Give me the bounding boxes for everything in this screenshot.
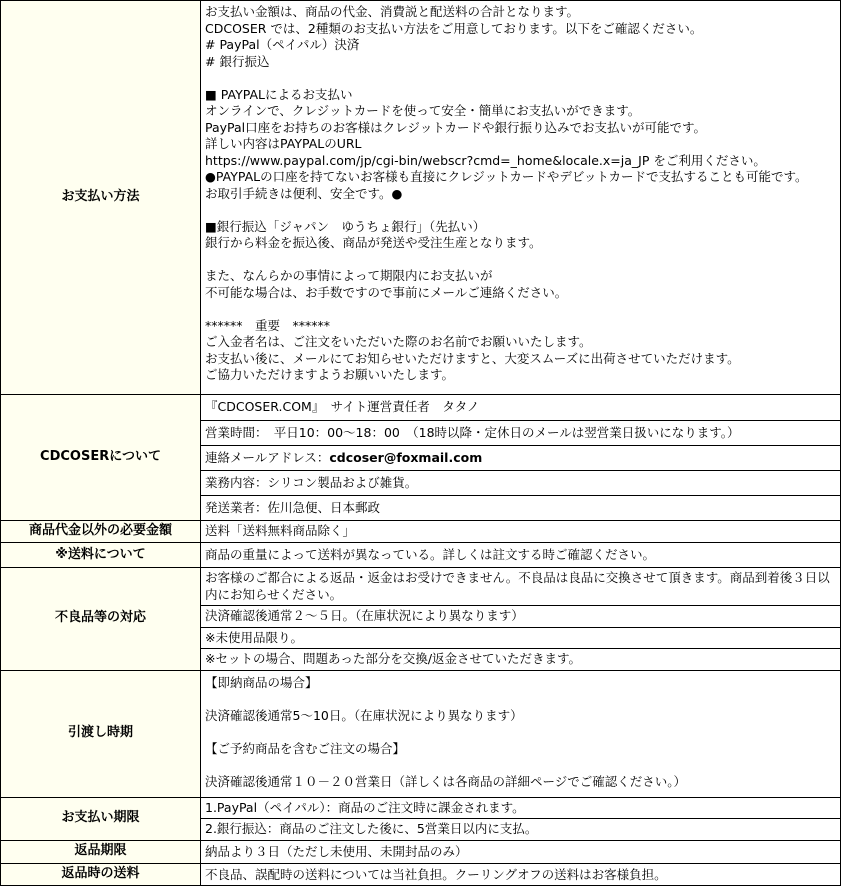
text-line: 決済確認後通常5～10日。（在庫状況により異なります） xyxy=(205,707,523,723)
table-row-return-deadline xyxy=(1,840,841,863)
content-block xyxy=(201,395,840,420)
text-line xyxy=(205,724,836,741)
content-block xyxy=(201,543,840,567)
row-label-extra-fees: 商品代金以外の必要金額 xyxy=(1,521,201,543)
url-text-line: https://www.paypal.com/jp/cgi-bin/webscr?cmd=_home&locale.x=ja_JP をご利用ください。 xyxy=(205,152,766,168)
text-line: CDCOSER では、2種類のお支払い方法をご用意しております。以下をご確認ください。 xyxy=(205,20,703,36)
text-line: 2.銀行振込：商品のご注文した後に、5営業日以内に支払。 xyxy=(205,821,538,836)
text-part: 連絡メールアドレス： xyxy=(205,450,330,465)
table-row-defective-items xyxy=(1,568,841,671)
row-content-extra-fees xyxy=(201,521,841,543)
text-line: 発送業者：佐川急便、日本郵政 xyxy=(205,500,381,515)
text-line: ご協力いただけますようお願いいたします。 xyxy=(205,367,455,382)
table-row-shipping-note xyxy=(1,543,841,568)
content-block xyxy=(201,627,840,649)
table-row-delivery-time xyxy=(1,670,841,797)
row-label-payment-deadline: お支払い期限 xyxy=(1,797,201,840)
row-label-shipping-note: ※送料について xyxy=(1,543,201,568)
text-line xyxy=(205,202,836,219)
text-line: # PayPal（ペイパル）決済 xyxy=(205,37,360,52)
text-line: 決済確認後通常１０－２０営業日（詳しくは各商品の詳細ページでご確認ください。） xyxy=(205,773,687,789)
text-line: 『CDCOSER.COM』 サイト運営責任者 タタノ xyxy=(205,399,480,414)
text-line: 納品より３日（ただし未使用、未開封品のみ） xyxy=(205,843,468,859)
text-line: 決済確認後通常２～５日。（在庫状況により異なります） xyxy=(205,608,524,623)
text-line: オンラインで、クレジットカードを使って安全・簡単にお支払いができます。 xyxy=(205,103,641,118)
row-label-return-shipping: 返品時の送料 xyxy=(1,863,201,886)
text-line xyxy=(205,450,836,467)
text-line: ●PAYPALの口座を持てないお客様も直接にクレジットカードやデビットカードで支払することも可能です。 xyxy=(205,169,808,184)
content-block xyxy=(201,798,840,819)
row-content-shipping-note xyxy=(201,543,841,568)
text-line: 送料「送料無料商品除く」 xyxy=(205,523,356,538)
text-line: 【ご予約商品を含むご注文の場合】 xyxy=(205,740,406,756)
text-line: ※セットの場合、問題あった部分を交換/返金させていただきます。 xyxy=(205,651,582,666)
text-line xyxy=(205,301,836,318)
row-content-return-deadline xyxy=(201,840,841,863)
row-content-return-shipping xyxy=(201,863,841,886)
text-line: 商品の重量によって送料が異なっている。詳しくは註文する時ご確認ください。 xyxy=(205,547,656,562)
text-line xyxy=(205,691,836,708)
content-block xyxy=(201,841,840,863)
content-block xyxy=(201,470,840,495)
text-line: ■銀行振込「ジャパン ゆうちょ銀行」（先払い） xyxy=(205,218,486,234)
content-block xyxy=(201,445,840,470)
text-line: 1.PayPal（ペイパル）：商品のご注文時に課金されます。 xyxy=(205,799,525,815)
text-line: お支払い後に、メールにてお知らせいただけますと、大変スムーズに出荷させていただけます。 xyxy=(205,350,740,366)
content-block xyxy=(201,605,840,627)
content-block xyxy=(201,495,840,520)
text-line: 営業時間： 平日10：00～18：00 （18時以降・定休日のメールは翌営業日扱いになります。） xyxy=(205,425,740,440)
text-line: 業務内容：シリコン製品および雑貨。 xyxy=(205,475,418,490)
table-row-return-shipping xyxy=(1,863,841,886)
row-content-about-cdcoser xyxy=(201,395,841,521)
text-line: ****** 重要 ****** xyxy=(205,317,331,333)
content-block xyxy=(201,648,840,670)
text-line: お支払い金額は、商品の代金、消費説と配送料の合計となります。 xyxy=(205,4,580,19)
content-block xyxy=(201,818,840,840)
row-content-payment-deadline xyxy=(201,797,841,840)
row-label-defective-items: 不良品等の対応 xyxy=(1,568,201,671)
row-label-payment-method: お支払い方法 xyxy=(1,1,201,395)
text-line: 【即納商品の場合】 xyxy=(205,674,318,690)
content-block xyxy=(201,1,840,394)
text-line: ■ PAYPALによるお支払い xyxy=(205,86,353,102)
table-row-about-cdcoser xyxy=(1,395,841,521)
text-line xyxy=(205,757,836,774)
table-row-payment-deadline xyxy=(1,797,841,840)
content-block xyxy=(201,864,840,886)
text-line xyxy=(205,70,836,87)
content-block xyxy=(201,420,840,445)
text-line: 詳しい内容はPAYPALのURL xyxy=(205,136,362,151)
row-content-defective-items xyxy=(201,568,841,671)
text-line: 不可能な場合は、お手数ですので事前にメールご連絡ください。 xyxy=(205,284,568,300)
table-row-extra-fees xyxy=(1,521,841,543)
text-line: お客様のご都合による返品・返金はお受けできません。不良品は良品に交換させて頂きます。商品到着後３日以内にお知らせください。 xyxy=(205,570,830,602)
table-row-payment-method xyxy=(1,1,841,395)
text-line: 銀行から料金を振込後、商品が発送や受注生産となります。 xyxy=(205,235,542,250)
text-line: ご入金者名は、ご注文をいただいた際のお名前でお願いいたします。 xyxy=(205,334,592,349)
row-content-payment-method xyxy=(201,1,841,395)
text-line xyxy=(205,252,836,269)
row-label-return-deadline: 返品期限 xyxy=(1,840,201,863)
text-line: # 銀行振込 xyxy=(205,53,270,69)
content-block xyxy=(201,671,840,797)
text-line: お取引手続きは便利、安全です。● xyxy=(205,185,403,201)
row-content-delivery-time xyxy=(201,670,841,797)
text-line: ※未使用品限り。 xyxy=(205,629,303,645)
text-line: また、なんらかの事情によって期限内にお支払いが xyxy=(205,268,493,283)
row-label-about-cdcoser: CDCOSERについて xyxy=(1,395,201,521)
content-block xyxy=(201,521,840,542)
info-table-body xyxy=(1,1,841,886)
content-block xyxy=(201,568,840,605)
row-label-delivery-time: 引渡し時期 xyxy=(1,670,201,797)
text-line: 不良品、誤配時の送料については当社負担。クーリングオフの送料はお客様負担。 xyxy=(205,866,667,882)
text-line: PayPal口座をお持ちのお客様はクレジットカードや銀行振り込みでお支払いが可能です。 xyxy=(205,119,706,135)
email-address-text: cdcoser@foxmail.com xyxy=(329,450,483,465)
